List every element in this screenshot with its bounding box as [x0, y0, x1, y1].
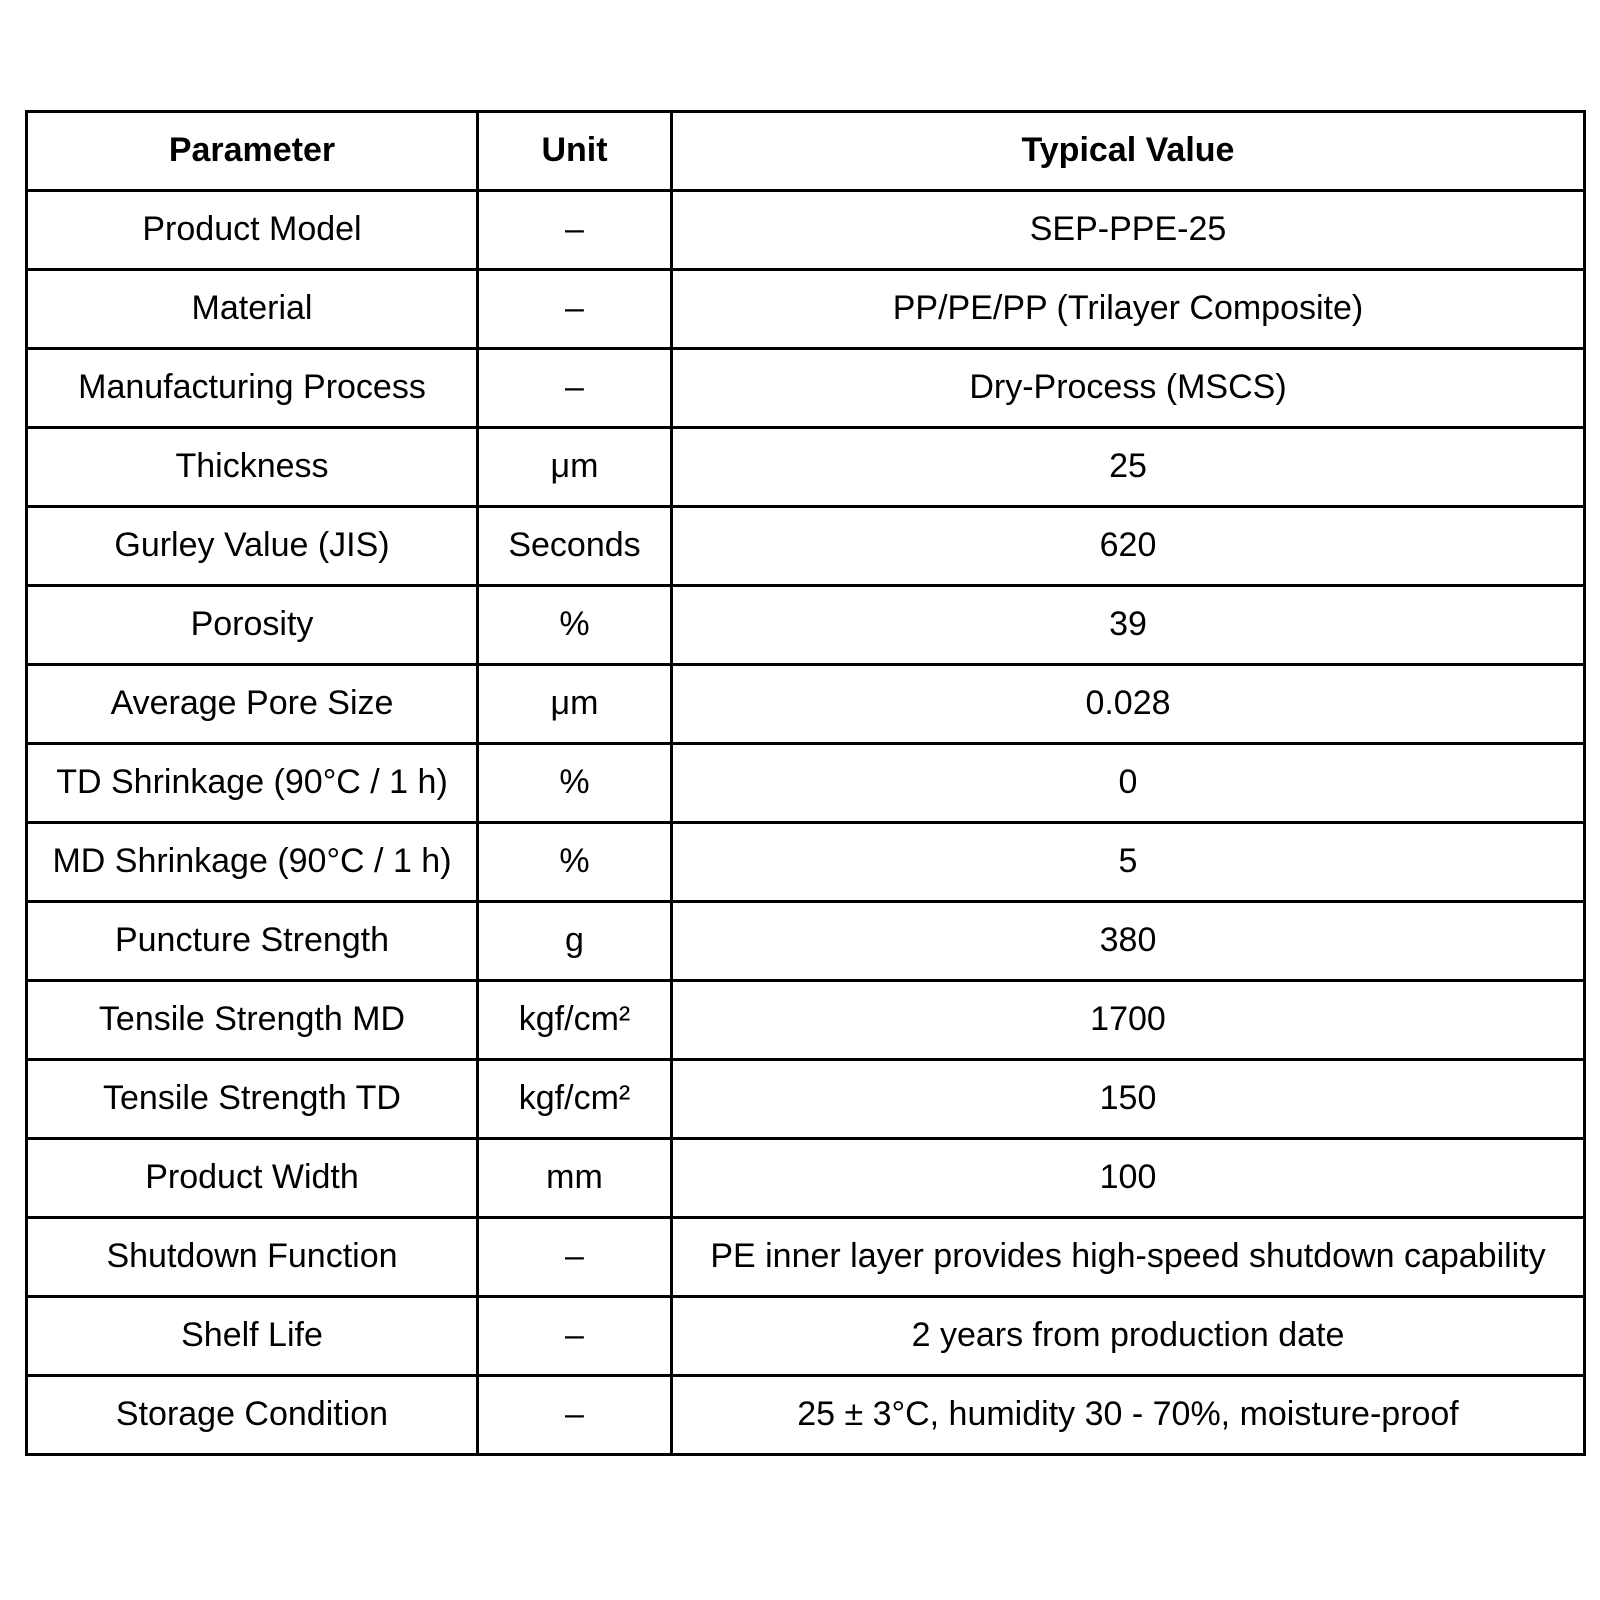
header-row: [27, 112, 1585, 191]
table-row: [27, 665, 1585, 744]
parameter-cell: Tensile Strength TD: [27, 1060, 478, 1139]
header-typical-value: Typical Value: [672, 112, 1585, 191]
parameter-cell: Product Model: [27, 191, 478, 270]
parameter-cell: MD Shrinkage (90°C / 1 h): [27, 823, 478, 902]
typical-value-cell: 25: [672, 428, 1585, 507]
parameter-cell: Manufacturing Process: [27, 349, 478, 428]
unit-cell: g: [478, 902, 672, 981]
parameter-cell: Tensile Strength MD: [27, 981, 478, 1060]
typical-value-cell: 620: [672, 507, 1585, 586]
parameter-cell: Gurley Value (JIS): [27, 507, 478, 586]
table-row: [27, 902, 1585, 981]
parameter-cell: Shelf Life: [27, 1297, 478, 1376]
table-row: [27, 507, 1585, 586]
unit-cell: –: [478, 1218, 672, 1297]
table-row: [27, 744, 1585, 823]
parameter-cell: Thickness: [27, 428, 478, 507]
unit-cell: –: [478, 1297, 672, 1376]
typical-value-cell: 39: [672, 586, 1585, 665]
unit-cell: Seconds: [478, 507, 672, 586]
unit-cell: kgf/cm²: [478, 981, 672, 1060]
table-row: [27, 981, 1585, 1060]
parameter-cell: Material: [27, 270, 478, 349]
header-parameter: Parameter: [27, 112, 478, 191]
typical-value-cell: 2 years from production date: [672, 1297, 1585, 1376]
table-body: [27, 191, 1585, 1455]
typical-value-cell: 5: [672, 823, 1585, 902]
table-row: [27, 1376, 1585, 1455]
typical-value-cell: 100: [672, 1139, 1585, 1218]
typical-value-cell: PP/PE/PP (Trilayer Composite): [672, 270, 1585, 349]
typical-value-cell: Dry-Process (MSCS): [672, 349, 1585, 428]
table-row: [27, 1060, 1585, 1139]
parameter-cell: Puncture Strength: [27, 902, 478, 981]
table-row: [27, 1218, 1585, 1297]
unit-cell: %: [478, 823, 672, 902]
unit-cell: –: [478, 191, 672, 270]
parameter-cell: Average Pore Size: [27, 665, 478, 744]
parameter-cell: Storage Condition: [27, 1376, 478, 1455]
unit-cell: μm: [478, 665, 672, 744]
unit-cell: μm: [478, 428, 672, 507]
table-row: [27, 1139, 1585, 1218]
table-row: [27, 349, 1585, 428]
table-row: [27, 1297, 1585, 1376]
typical-value-cell: 0.028: [672, 665, 1585, 744]
unit-cell: kgf/cm²: [478, 1060, 672, 1139]
typical-value-cell: 0: [672, 744, 1585, 823]
typical-value-cell: 1700: [672, 981, 1585, 1060]
table-row: [27, 191, 1585, 270]
parameter-cell: TD Shrinkage (90°C / 1 h): [27, 744, 478, 823]
table-row: [27, 270, 1585, 349]
table-row: [27, 428, 1585, 507]
header-unit: Unit: [478, 112, 672, 191]
unit-cell: %: [478, 586, 672, 665]
table-row: [27, 586, 1585, 665]
typical-value-cell: 150: [672, 1060, 1585, 1139]
table-row: [27, 823, 1585, 902]
typical-value-cell: SEP-PPE-25: [672, 191, 1585, 270]
typical-value-cell: PE inner layer provides high-speed shutdown capability: [672, 1218, 1585, 1297]
parameter-cell: Shutdown Function: [27, 1218, 478, 1297]
unit-cell: %: [478, 744, 672, 823]
parameter-cell: Porosity: [27, 586, 478, 665]
unit-cell: –: [478, 270, 672, 349]
parameter-cell: Product Width: [27, 1139, 478, 1218]
typical-value-cell: 380: [672, 902, 1585, 981]
unit-cell: mm: [478, 1139, 672, 1218]
spec-table: [25, 110, 1586, 1456]
unit-cell: –: [478, 1376, 672, 1455]
unit-cell: –: [478, 349, 672, 428]
typical-value-cell: 25 ± 3°C, humidity 30 - 70%, moisture-proof: [672, 1376, 1585, 1455]
